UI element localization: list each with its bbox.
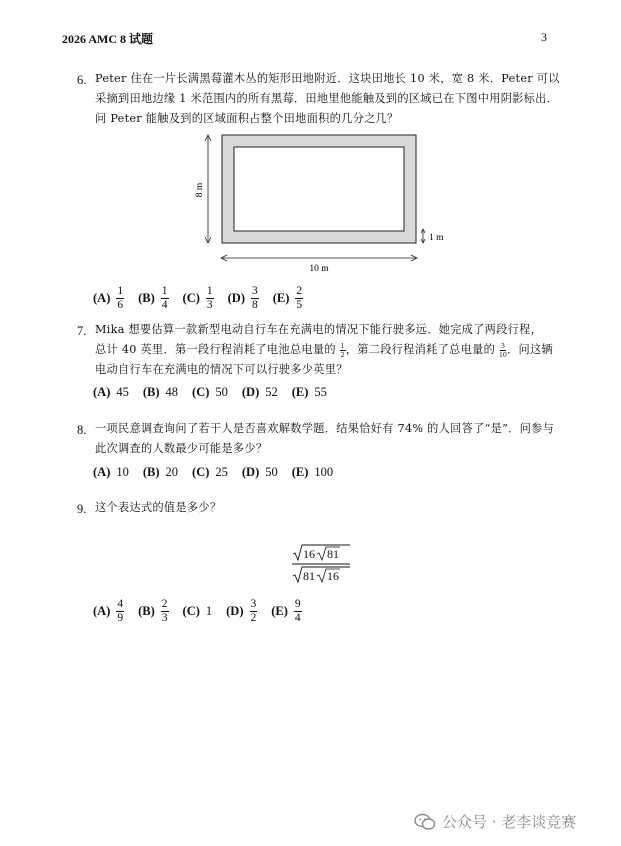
q8-number: 8. (77, 423, 87, 437)
q7-line: 电动自行车在充满电的情况下可以行驶多少英里？ (95, 363, 348, 376)
page-number: 3 (541, 30, 547, 44)
page-header-title: 2026 AMC 8 试题 (62, 32, 153, 46)
q8-line: 一项民意调查询问了若干人是否喜欢解数学题．结果恰好有 74% 的人回答了“是”．问参与 (95, 422, 555, 435)
q7-choice-b[interactable]: (B) 48 (142, 385, 179, 399)
q9-num-outer: 16 (303, 547, 315, 561)
q6-choice-c[interactable]: (C) $\frac{1}{3}$ (182, 285, 213, 311)
q7-number: 7. (77, 324, 87, 338)
q9-choice-c[interactable]: (C) 1 (182, 604, 213, 618)
q8-choice-a[interactable]: (A) 10 (93, 465, 129, 479)
q8-text (95, 419, 565, 459)
q6-choices (93, 285, 317, 312)
q6-text (95, 69, 565, 129)
q7-frac-half: $\frac{1}{2}$ (340, 340, 345, 359)
q9-number: 9. (77, 502, 87, 516)
q9-text: 这个表达式的值是多少？ (95, 501, 222, 514)
q8-choices (93, 465, 347, 480)
field-diagram (190, 128, 460, 278)
q7-choice-c[interactable]: (C) 50 (192, 385, 228, 399)
q9-choice-d[interactable]: (D) $\frac{3}{2}$ (226, 598, 257, 624)
q6-number: 6. (77, 73, 87, 87)
width-label: 10 m (309, 264, 329, 274)
q6-line: 采摘到田地边缘 1 米范围内的所有黑莓．田地里他能触及到的区域已在下图中用阴影标出． (95, 92, 559, 105)
q9-choice-e[interactable]: (E) $\frac{9}{4}$ (271, 598, 301, 624)
q7-choice-d[interactable]: (D) 52 (241, 385, 278, 399)
watermark-text: 公众号 · 老李谈竞赛 (442, 813, 577, 831)
q9-den-inner: 16 (327, 569, 339, 583)
q9-num-inner: 81 (327, 547, 339, 561)
q7-choice-a[interactable]: (A) 45 (93, 385, 129, 399)
q7-line: Mika 想要估算一款新型电动自行车在充满电的情况下能行驶多远．她完成了两段行程， (95, 323, 543, 336)
q6-choice-d[interactable]: (D) $\frac{3}{8}$ (227, 285, 258, 311)
q6-choice-e[interactable]: (E) $\frac{2}{5}$ (272, 285, 303, 311)
q7-frac-three-tenths: $\frac{3}{10}$ (498, 340, 508, 359)
q8-choice-e[interactable]: (E) 100 (291, 465, 334, 479)
q6-choice-a[interactable]: (A) $\frac{1}{6}$ (93, 285, 124, 311)
q9-choices (93, 598, 316, 625)
q7-text (95, 320, 565, 380)
q8-choice-b[interactable]: (B) 20 (142, 465, 179, 479)
q6-line: 问 Peter 能触及到的区域面积占整个田地面积的几分之几？ (95, 112, 399, 125)
q7-choices (93, 385, 341, 400)
height-label: 8 m (195, 182, 205, 198)
watermark (414, 811, 576, 832)
q8-line: 此次调查的人数最少可能是多少？ (95, 442, 268, 455)
q9-den-outer: 81 (303, 569, 315, 583)
q7-line: 总计 40 英里．第一段行程消耗了电池总电量的 $\frac{1}{2}$ ，第二段行程消耗了总电量的 $\frac{3}{10}$ ．问这辆 (95, 340, 553, 359)
q9-choice-b[interactable]: (B) $\frac{2}{3}$ (138, 598, 168, 624)
q8-choice-d[interactable]: (D) 50 (241, 465, 278, 479)
q9-choice-a[interactable]: (A) $\frac{4}{9}$ (93, 598, 124, 624)
q6-line: Peter 住在一片长满黑莓灌木丛的矩形田地附近．这块田地长 10 米，宽 8 米．Peter 可以 (95, 72, 560, 85)
q6-choice-b[interactable]: (B) $\frac{1}{4}$ (138, 285, 168, 311)
q9-expression (290, 542, 352, 586)
q8-choice-c[interactable]: (C) 25 (192, 465, 228, 479)
q7-choice-e[interactable]: (E) 55 (291, 385, 327, 399)
border-label: 1 m (429, 233, 444, 243)
field-inner-area (234, 147, 404, 231)
wechat-icon (414, 813, 436, 831)
